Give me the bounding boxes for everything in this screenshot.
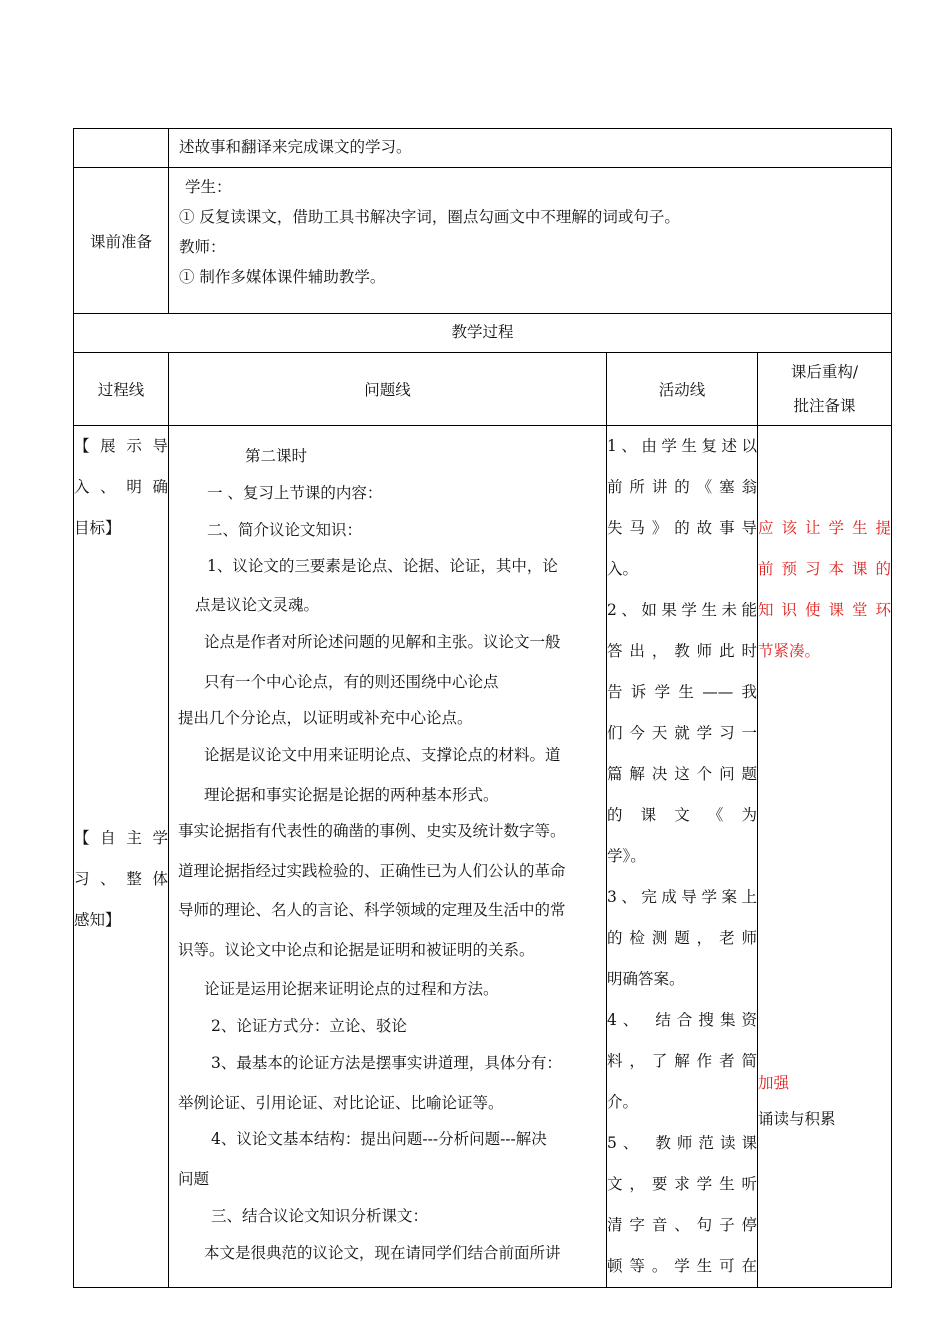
top-row-label-cell bbox=[74, 129, 169, 168]
activity-line: 学》。 bbox=[607, 847, 646, 865]
header-activity-line: 活动线 bbox=[607, 353, 758, 426]
activity-line: 文，要求学生听 bbox=[607, 1175, 757, 1193]
header-notes bbox=[758, 353, 892, 426]
question-line: 道理论据指经过实践检验的、正确性已为人们公认的革命 bbox=[178, 862, 566, 880]
process-title-row bbox=[74, 314, 892, 353]
question-line: 论点是作者对所论述问题的见解和主张。议论文一般 bbox=[204, 633, 561, 651]
question-line: 问题 bbox=[178, 1170, 210, 1188]
process-line: 感知】 bbox=[74, 911, 121, 929]
activity-line: 介。 bbox=[607, 1093, 639, 1111]
activity-column bbox=[607, 426, 758, 1288]
process-title: 教学过程 bbox=[74, 314, 892, 353]
prep-content bbox=[169, 168, 892, 314]
activity-line: 5、 教师范读课 bbox=[607, 1134, 757, 1152]
question-line: 4、议论文基本结构：提出问题---分析问题---解决 bbox=[211, 1130, 547, 1148]
question-line: 点是议论文灵魂。 bbox=[195, 596, 320, 614]
notes-line: 前预习本课的 bbox=[758, 560, 892, 578]
prep-label: 课前准备 bbox=[74, 168, 169, 314]
question-line: 第二课时 bbox=[245, 447, 308, 465]
process-line: 目标】 bbox=[74, 519, 121, 537]
question-line: 3、最基本的论证方法是摆事实讲道理，具体分有： bbox=[211, 1054, 562, 1072]
prep-line: ① 反复读课文，借助工具书解决字词，圈点勾画文中不理解的词或句子。 bbox=[179, 208, 680, 226]
notes-line: 节紧凑。 bbox=[758, 642, 821, 660]
activity-line: 前所讲的《塞翁 bbox=[607, 478, 757, 496]
question-line: 二、简介议论文知识： bbox=[207, 521, 363, 539]
header-row bbox=[74, 353, 892, 426]
top-row-text: 述故事和翻译来完成课文的学习。 bbox=[169, 129, 892, 168]
question-line: 举例论证、引用论证、对比论证、比喻论证等。 bbox=[178, 1094, 504, 1112]
activity-line: 告诉学生——我 bbox=[607, 683, 757, 701]
prep-line: 学生： bbox=[185, 178, 232, 196]
question-line: 三、结合议论文知识分析课文： bbox=[211, 1207, 429, 1225]
activity-line: 4、 结合搜集资 bbox=[607, 1011, 757, 1029]
question-line: 事实论据指有代表性的确凿的事例、史实及统计数字等。 bbox=[178, 822, 566, 840]
question-line: 一 、复习上节课的内容： bbox=[207, 484, 383, 502]
activity-line: 明确答案。 bbox=[607, 970, 685, 988]
notes-suggestion bbox=[758, 508, 891, 672]
process-block-self-study bbox=[74, 818, 168, 941]
process-line: 入、明确 bbox=[74, 478, 168, 496]
header-notes-line1: 课后重构/ bbox=[790, 363, 859, 381]
lesson-plan-table bbox=[73, 128, 892, 1288]
notes-column bbox=[758, 426, 892, 1288]
activity-line: 的检测题，老师 bbox=[607, 929, 757, 947]
process-line: 习、整体 bbox=[74, 870, 168, 888]
prep-row bbox=[74, 168, 892, 314]
notes-reading-red: 加强 bbox=[758, 1074, 790, 1092]
activity-line: 入。 bbox=[607, 560, 639, 578]
activity-line: 1、由学生复述以 bbox=[607, 437, 757, 455]
header-notes-line2: 批注备课 bbox=[793, 397, 856, 415]
body-row bbox=[74, 426, 892, 1288]
question-line: 导师的理论、名人的言论、科学领域的定理及生活中的常 bbox=[178, 901, 566, 919]
notes-reading bbox=[758, 1065, 891, 1137]
activity-line: 篇解决这个问题 bbox=[607, 765, 757, 783]
prep-line: ① 制作多媒体课件辅助教学。 bbox=[179, 268, 386, 286]
process-column bbox=[74, 426, 169, 1288]
activity-line: 的 课 文 《 为 bbox=[607, 806, 757, 824]
activity-line: 答出，教师此时 bbox=[607, 642, 757, 660]
question-column bbox=[169, 426, 607, 1288]
top-row bbox=[74, 129, 892, 168]
process-line: 【展示导 bbox=[74, 437, 168, 455]
notes-reading-text: 诵读与积累 bbox=[758, 1110, 836, 1128]
notes-line: 应该让学生提 bbox=[758, 519, 892, 537]
question-line: 理论据和事实论据是论据的两种基本形式。 bbox=[204, 786, 499, 804]
header-question-line: 问题线 bbox=[169, 353, 607, 426]
question-line: 只有一个中心论点，有的则还围绕中心论点 bbox=[204, 673, 499, 691]
activity-line: 清字音、句子停 bbox=[607, 1216, 757, 1234]
question-line: 1、议论文的三要素是论点、论据、论证，其中，论 bbox=[207, 557, 558, 575]
process-block-intro bbox=[74, 426, 168, 549]
activity-line: 失马》的故事导 bbox=[607, 519, 757, 537]
question-line: 提出几个分论点，以证明或补充中心论点。 bbox=[178, 709, 473, 727]
activity-line: 3、完成导学案上 bbox=[607, 888, 757, 906]
process-line: 【自主学 bbox=[74, 829, 168, 847]
notes-line: 知识使课堂环 bbox=[758, 601, 892, 619]
question-line: 本文是很典范的议论文，现在请同学们结合前面所讲 bbox=[204, 1244, 561, 1262]
question-line: 2、论证方式分：立论、驳论 bbox=[211, 1017, 407, 1035]
question-line: 识等。议论文中论点和论据是证明和被证明的关系。 bbox=[178, 941, 535, 959]
header-process-line: 过程线 bbox=[74, 353, 169, 426]
question-line: 论据是议论文中用来证明论点、支撑论点的材料。道 bbox=[204, 746, 561, 764]
question-lines bbox=[169, 426, 606, 1270]
activity-line: 们今天就学习一 bbox=[607, 724, 757, 742]
activity-line: 料，了解作者简 bbox=[607, 1052, 757, 1070]
activity-line: 顿等。学生可在 bbox=[607, 1257, 757, 1275]
question-line: 论证是运用论据来证明论点的过程和方法。 bbox=[204, 980, 499, 998]
activity-line: 2、如果学生未能 bbox=[607, 601, 757, 619]
prep-line: 教师： bbox=[179, 238, 226, 256]
